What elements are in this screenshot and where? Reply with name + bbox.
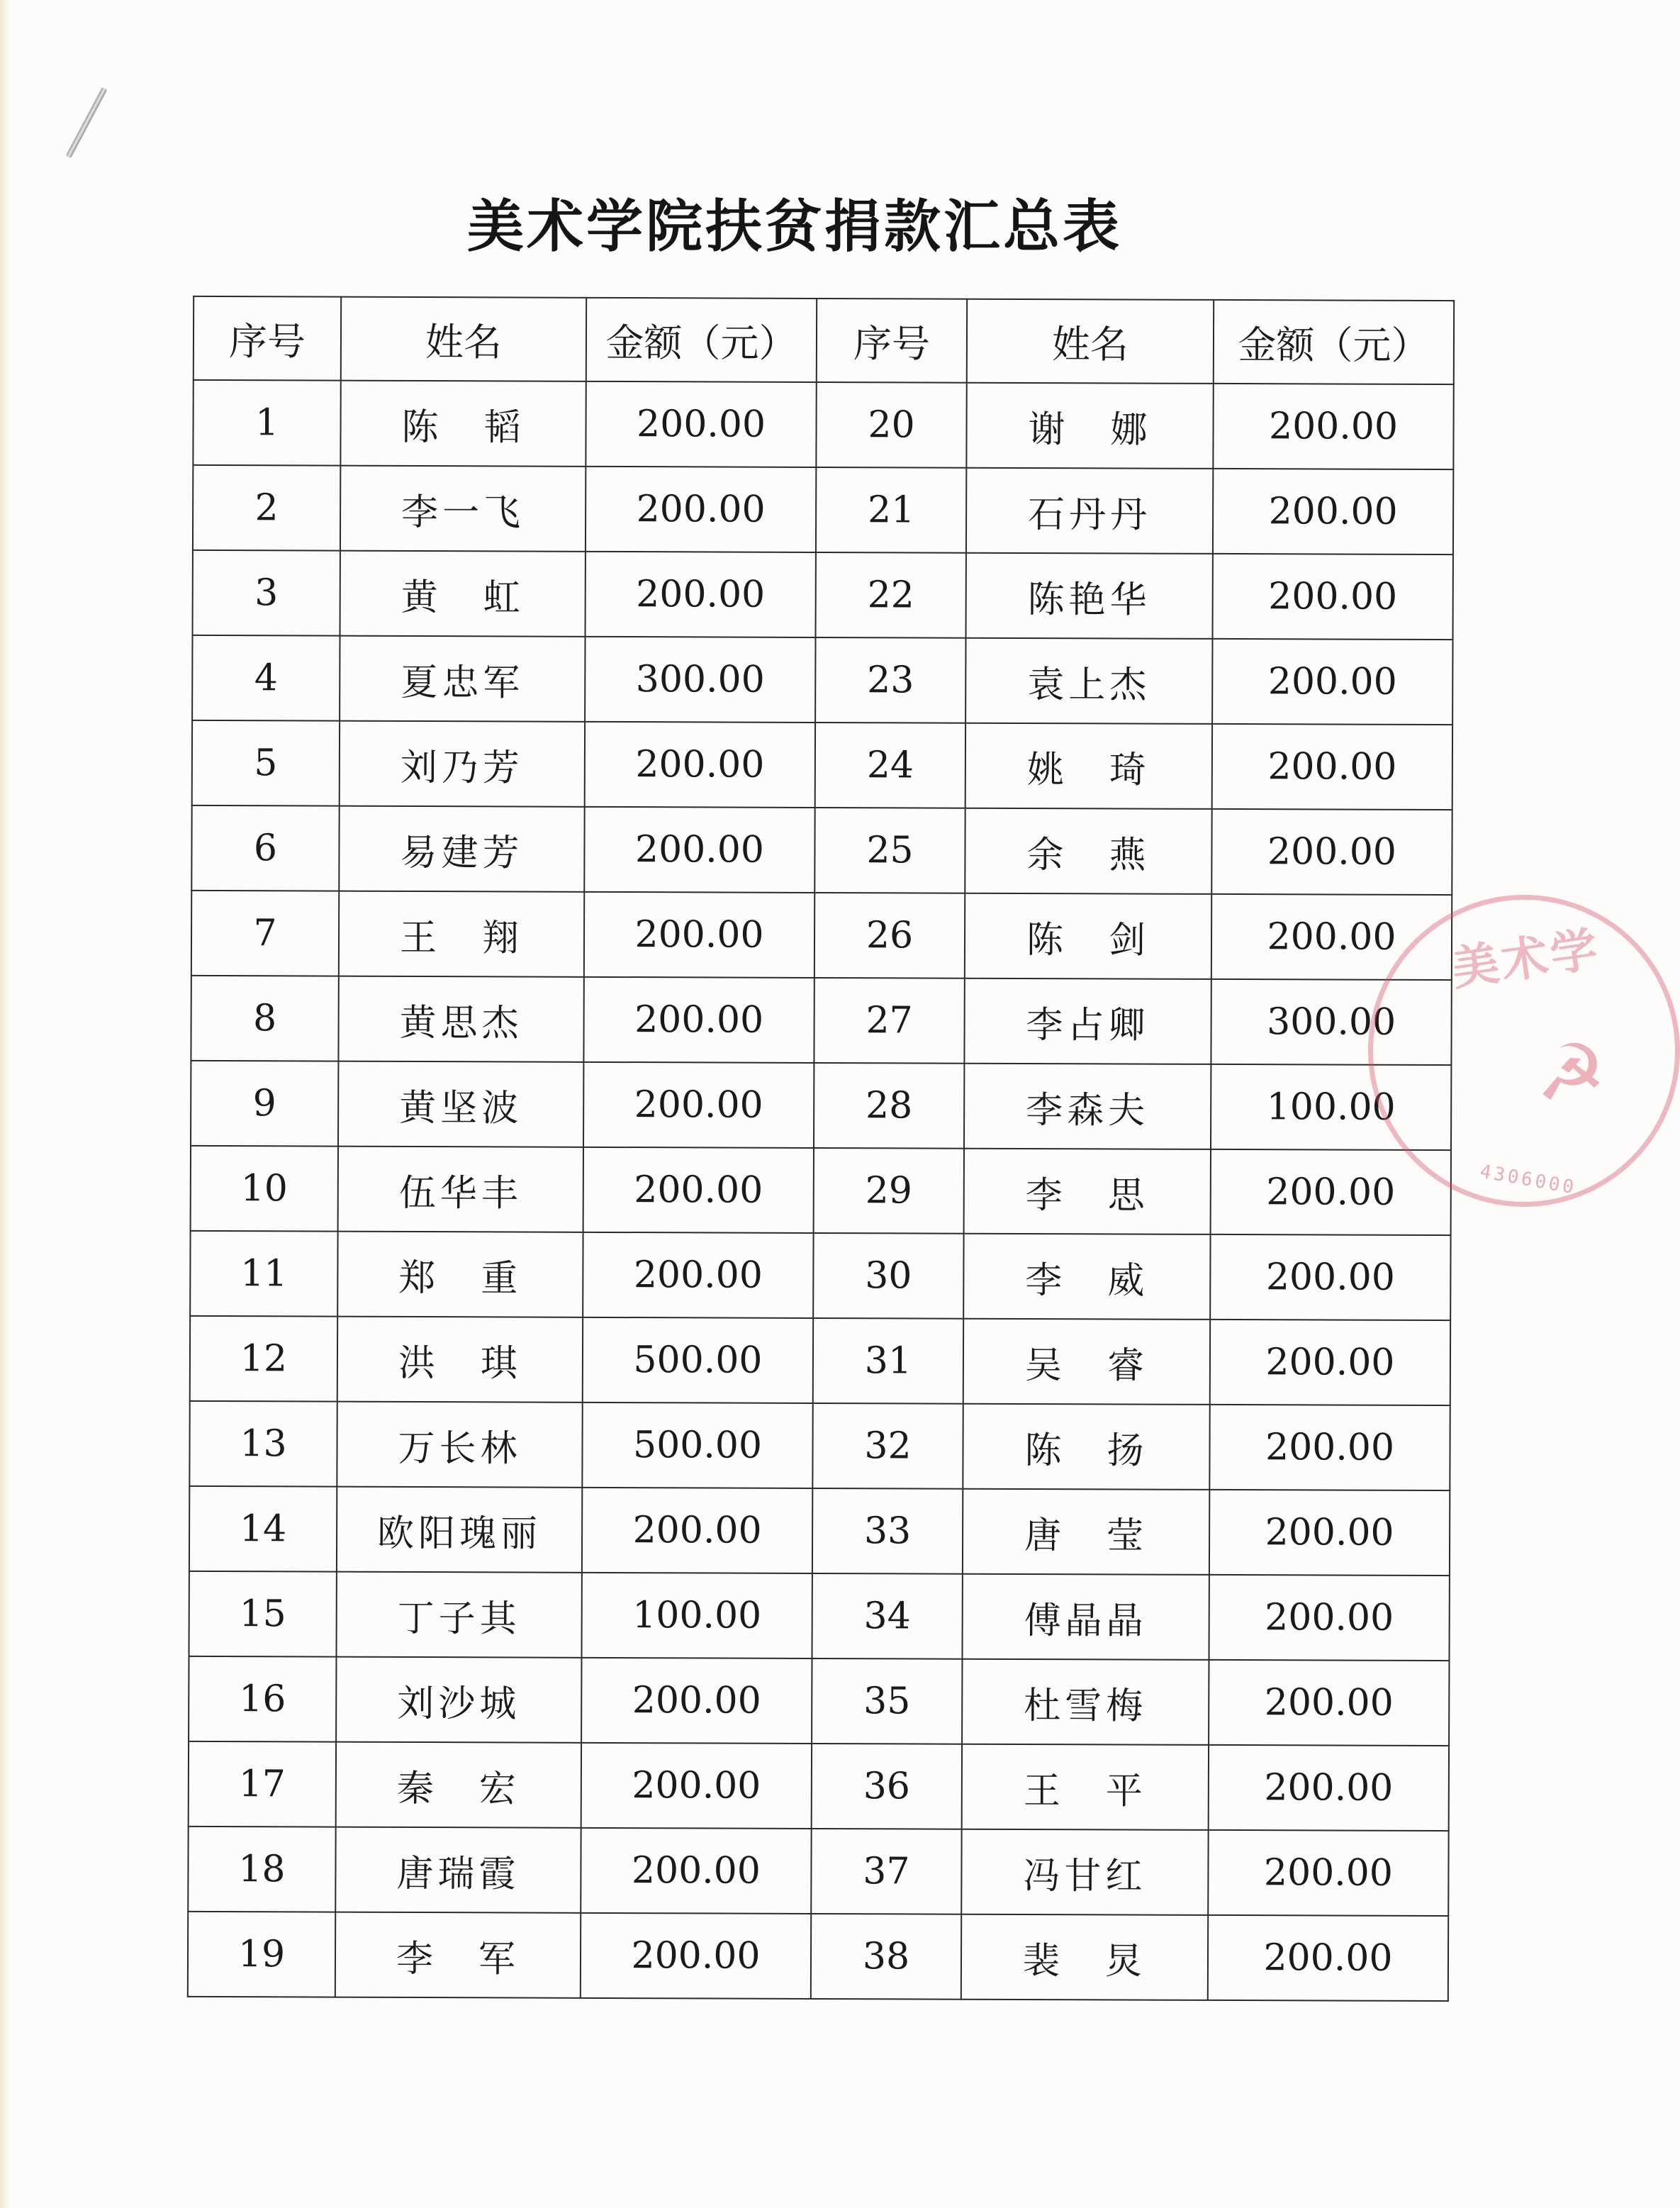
row-seq-left: 17 — [189, 1741, 336, 1827]
official-seal-stamp — [1368, 895, 1680, 1207]
row-seq-right: 30 — [813, 1233, 963, 1319]
row-seq-left: 7 — [191, 891, 339, 976]
row-amount-right: 200.00 — [1208, 1830, 1448, 1916]
row-amount-right: 200.00 — [1210, 1320, 1450, 1405]
table-row — [190, 1231, 1450, 1320]
row-amount-left: 500.00 — [582, 1403, 812, 1488]
table-row — [191, 891, 1452, 980]
row-name-right: 李占卿 — [964, 978, 1211, 1064]
row-seq-left: 4 — [192, 635, 340, 721]
row-seq-left: 3 — [193, 550, 340, 636]
table-row — [189, 1741, 1449, 1831]
row-amount-left: 200.00 — [586, 552, 816, 637]
donation-summary-table — [187, 296, 1455, 2002]
table-row — [189, 1571, 1449, 1661]
row-seq-left: 8 — [191, 976, 338, 1061]
row-seq-left: 9 — [191, 1061, 338, 1147]
row-amount-right: 200.00 — [1213, 469, 1453, 554]
row-seq-right: 35 — [812, 1658, 962, 1744]
row-name-right: 谢 娜 — [966, 383, 1213, 469]
paper-edge — [0, 0, 10, 2208]
row-name-left: 黄坚波 — [338, 1061, 583, 1147]
row-name-left: 刘乃芳 — [340, 721, 585, 807]
row-name-left: 李一飞 — [340, 466, 586, 552]
table-row — [188, 1827, 1448, 1916]
row-amount-right: 200.00 — [1211, 1149, 1451, 1235]
row-amount-right: 200.00 — [1213, 554, 1453, 640]
row-name-right: 吴 睿 — [963, 1319, 1210, 1405]
row-amount-left: 200.00 — [586, 381, 816, 467]
row-amount-right: 100.00 — [1211, 1064, 1451, 1150]
row-seq-right: 26 — [814, 893, 965, 978]
header-name-right: 姓名 — [967, 299, 1214, 384]
row-name-left: 黄思杰 — [338, 976, 583, 1062]
table-row — [193, 380, 1453, 469]
row-seq-right: 27 — [814, 978, 964, 1064]
table-row — [188, 1912, 1448, 2001]
row-seq-left: 14 — [189, 1486, 337, 1572]
table-row — [191, 1146, 1451, 1235]
row-amount-right: 200.00 — [1209, 1575, 1449, 1661]
table-row — [189, 1401, 1450, 1490]
header-amount-right: 金额（元） — [1214, 300, 1454, 384]
row-seq-right: 24 — [815, 723, 965, 808]
row-name-left: 夏忠军 — [340, 636, 585, 722]
row-name-right: 李 威 — [963, 1234, 1210, 1320]
row-seq-left: 6 — [191, 805, 339, 891]
row-amount-left: 300.00 — [585, 637, 815, 723]
row-amount-left: 500.00 — [583, 1317, 813, 1403]
row-name-left: 易建芳 — [339, 806, 584, 892]
row-amount-left: 200.00 — [583, 1232, 813, 1318]
row-seq-right: 36 — [812, 1744, 962, 1829]
row-name-right: 傅晶晶 — [962, 1574, 1209, 1660]
row-seq-right: 34 — [812, 1573, 962, 1659]
row-name-right: 王 平 — [962, 1744, 1209, 1830]
row-seq-right: 37 — [811, 1829, 961, 1914]
row-seq-left: 19 — [188, 1912, 335, 1997]
row-name-left: 伍华丰 — [338, 1147, 583, 1232]
table-row — [189, 1656, 1449, 1746]
row-seq-right: 29 — [814, 1148, 964, 1234]
row-name-left: 黄 虹 — [340, 551, 586, 637]
document-title: 美术学院扶贫捐款汇总表 — [467, 193, 1122, 260]
header-name-left: 姓名 — [341, 297, 586, 381]
row-amount-left: 200.00 — [581, 1828, 811, 1914]
row-name-left: 王 翔 — [339, 891, 584, 977]
row-name-right: 唐 莹 — [963, 1489, 1209, 1575]
row-amount-left: 200.00 — [581, 1913, 811, 1999]
row-name-left: 刘沙城 — [336, 1657, 581, 1743]
row-amount-right: 200.00 — [1209, 1745, 1449, 1831]
row-amount-right: 200.00 — [1211, 894, 1452, 980]
row-amount-left: 200.00 — [583, 977, 814, 1063]
row-name-left: 郑 重 — [337, 1232, 583, 1317]
row-amount-left: 200.00 — [584, 892, 814, 978]
row-name-left: 丁子其 — [336, 1572, 581, 1658]
row-seq-left: 11 — [190, 1231, 337, 1317]
row-amount-left: 200.00 — [585, 722, 815, 808]
row-name-left: 秦 宏 — [336, 1742, 581, 1828]
row-amount-right: 200.00 — [1209, 1405, 1450, 1490]
row-seq-right: 22 — [816, 552, 966, 638]
row-name-left: 洪 琪 — [337, 1317, 583, 1403]
row-amount-right: 200.00 — [1213, 384, 1453, 469]
row-name-left: 万长林 — [337, 1402, 582, 1488]
table-row — [192, 635, 1452, 725]
row-amount-right: 200.00 — [1210, 1234, 1450, 1320]
table-row — [193, 550, 1453, 640]
row-amount-left: 200.00 — [586, 467, 816, 552]
row-name-right: 姚 琦 — [965, 723, 1212, 809]
row-amount-right: 200.00 — [1211, 809, 1452, 895]
row-name-right: 冯甘红 — [961, 1829, 1208, 1915]
seal-code: 4306000 — [1478, 1161, 1579, 1199]
row-name-right: 杜雪梅 — [962, 1659, 1209, 1745]
hammer-sickle-icon: ☭ — [1536, 1027, 1606, 1118]
table-row — [191, 805, 1452, 895]
table-row — [189, 1486, 1450, 1576]
header-amount-left: 金额（元） — [586, 298, 817, 382]
row-seq-left: 15 — [189, 1571, 336, 1657]
row-amount-right: 200.00 — [1208, 1915, 1448, 2001]
table-row — [192, 720, 1452, 810]
row-name-left: 陈 韬 — [340, 381, 586, 467]
row-amount-left: 200.00 — [583, 1147, 814, 1233]
row-name-left: 欧阳瑰丽 — [337, 1487, 582, 1573]
row-seq-right: 31 — [813, 1318, 963, 1404]
row-name-right: 陈艳华 — [966, 553, 1213, 639]
row-name-right: 陈 剑 — [965, 893, 1211, 979]
row-name-right: 袁上杰 — [965, 638, 1212, 724]
row-seq-right: 28 — [814, 1063, 964, 1149]
row-amount-right: 200.00 — [1212, 639, 1452, 725]
row-name-left: 李 军 — [335, 1912, 581, 1998]
row-seq-left: 16 — [189, 1656, 336, 1742]
row-seq-left: 2 — [193, 465, 340, 551]
row-amount-left: 200.00 — [581, 1743, 812, 1829]
table-row — [191, 976, 1451, 1065]
row-amount-left: 200.00 — [582, 1488, 812, 1573]
table-body — [188, 380, 1454, 2001]
row-seq-left: 18 — [188, 1827, 335, 1912]
row-seq-left: 1 — [193, 380, 340, 466]
row-seq-right: 33 — [812, 1488, 963, 1574]
header-seq-right: 序号 — [817, 299, 967, 383]
row-seq-left: 13 — [189, 1401, 337, 1487]
row-name-right: 裴 炅 — [961, 1914, 1208, 2000]
row-name-right: 余 燕 — [965, 808, 1211, 894]
header-seq-left: 序号 — [194, 296, 341, 381]
row-seq-right: 38 — [811, 1914, 961, 2000]
row-seq-left: 12 — [190, 1316, 337, 1402]
row-amount-left: 200.00 — [583, 1062, 814, 1148]
row-amount-left: 200.00 — [581, 1658, 812, 1744]
staple-mark — [66, 87, 108, 159]
row-name-right: 李 思 — [964, 1149, 1211, 1234]
row-amount-right: 200.00 — [1212, 724, 1452, 810]
row-seq-left: 5 — [192, 720, 340, 806]
table-row — [191, 1061, 1451, 1150]
row-amount-left: 200.00 — [584, 807, 814, 893]
row-seq-left: 10 — [191, 1146, 338, 1232]
row-seq-right: 20 — [816, 382, 966, 468]
seal-text: 美术学 — [1448, 921, 1604, 997]
table-row — [190, 1316, 1450, 1405]
row-amount-right: 200.00 — [1209, 1660, 1449, 1746]
row-name-right: 石丹丹 — [966, 468, 1213, 554]
table-header-row — [194, 296, 1454, 384]
row-amount-left: 100.00 — [581, 1573, 812, 1658]
row-seq-right: 25 — [814, 808, 965, 893]
table-row — [193, 465, 1453, 554]
row-name-right: 李森夫 — [964, 1064, 1211, 1149]
row-name-right: 陈 扬 — [963, 1404, 1209, 1490]
row-seq-right: 23 — [815, 637, 965, 723]
row-amount-right: 200.00 — [1209, 1490, 1450, 1576]
row-name-left: 唐瑞霞 — [335, 1827, 581, 1913]
row-seq-right: 21 — [816, 467, 966, 553]
row-seq-right: 32 — [812, 1403, 963, 1489]
row-amount-right: 300.00 — [1211, 979, 1451, 1065]
